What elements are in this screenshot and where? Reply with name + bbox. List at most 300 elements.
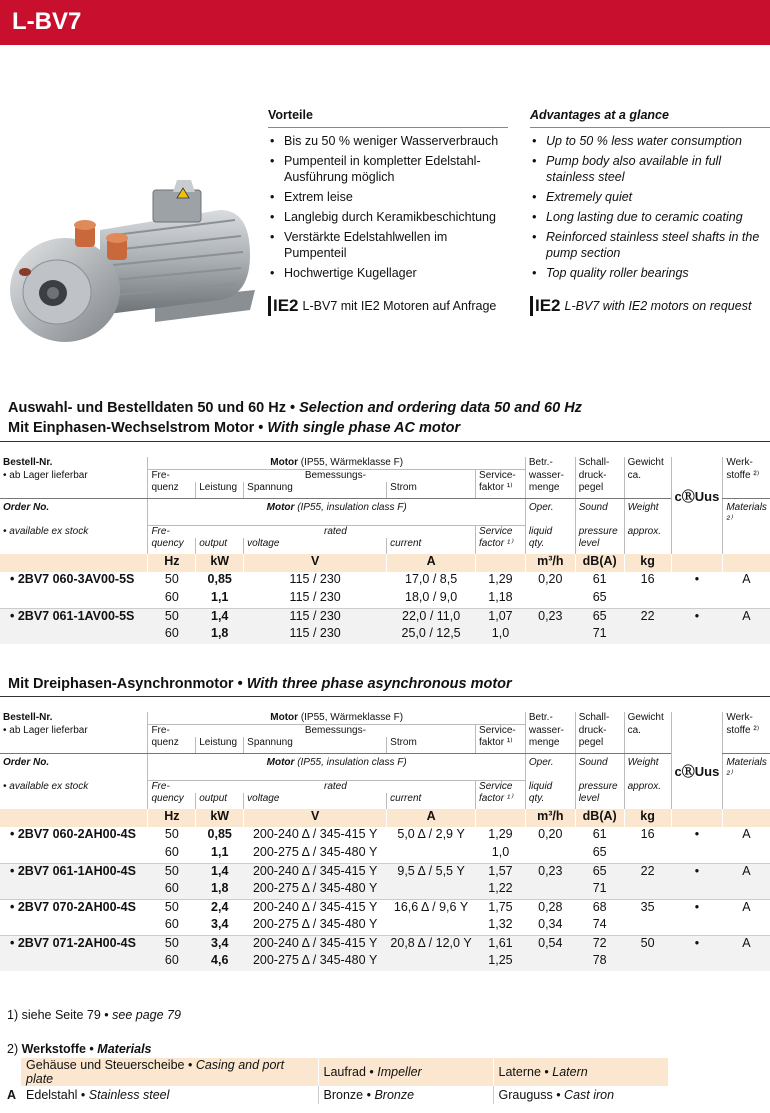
hdr-spacer [624, 538, 671, 554]
hdr-werk2: stoffe ²⁾ [723, 725, 770, 738]
hdr-schall1: Schall- [575, 457, 624, 470]
hdr-motor-en-rest: (IP55, insulation class F) [294, 756, 407, 768]
cell-liquid: 0,20 [538, 827, 563, 841]
model-number: • 2BV7 060-2AH00-4S [10, 827, 136, 841]
ul-header-cell [671, 712, 723, 809]
hdr-quenz: quenz [148, 482, 196, 498]
hdr-schall3: pegel [575, 737, 624, 753]
mat-row [0, 1086, 668, 1104]
hdr-oper2: liquid [525, 781, 575, 794]
unit-kw: kW [196, 809, 244, 827]
hdr-bemessungs: Bemessungs- [196, 725, 476, 738]
table-row [0, 899, 770, 917]
unit-hz: Hz [148, 809, 196, 827]
hdr-sound3: level [575, 793, 624, 809]
unit-v: V [244, 809, 387, 827]
advantage-en-item: • Pump body also available in full stainless steel [530, 153, 770, 185]
hdr-materials: Materials ²⁾ [723, 498, 770, 526]
hdr-rated: rated [196, 781, 476, 794]
mat-corner [0, 1058, 21, 1086]
table-row [0, 863, 770, 881]
mat-cell-de: Grauguss • [498, 1088, 565, 1102]
hdr-spacer [723, 737, 770, 753]
cell-weight: 16 [640, 572, 655, 586]
cell-weight: 35 [624, 899, 671, 935]
hdr-motor-de [148, 712, 525, 725]
ie2-text-de: L-BV7 mit IE2 Motoren auf Anfrage [302, 299, 497, 313]
cell-sound: 65 [592, 590, 607, 604]
unit-a: A [387, 554, 476, 572]
unit-v: V [244, 554, 387, 572]
cell-kw: 1,4 [196, 863, 244, 881]
cell-current: 9,5 Δ / 5,5 Y [387, 863, 476, 899]
hdr-oper2: liquid [525, 526, 575, 539]
hdr-motor-de-bold: Motor [270, 457, 299, 468]
model-number: • 2BV7 061-1AV00-5S [0, 608, 148, 644]
cell-hz: 50 [164, 827, 179, 841]
cell-voltage: 200-275 Δ / 345-480 Y [252, 845, 378, 859]
mat-header-de: Gehäuse und Steuerscheibe • [26, 1058, 196, 1072]
hdr-service-en2: factor ¹⁾ [476, 538, 526, 554]
cell-hz: 60 [164, 845, 179, 859]
cell-service-factor: 1,75 [476, 899, 526, 917]
unit-kw: kW [196, 554, 244, 572]
unit-a: A [387, 809, 476, 827]
cell-material: A [742, 827, 751, 841]
advantage-de-item: • Langlebig durch Keramikbeschichtung [268, 209, 508, 225]
hdr-werk2: stoffe ²⁾ [723, 470, 770, 483]
hdr-bestell-nr: Bestell-Nr. [3, 457, 53, 468]
cell-current: 20,8 Δ / 12,0 Y [387, 935, 476, 971]
hdr-weight2: approx. [624, 526, 671, 539]
cell-material: A [742, 572, 751, 586]
hdr-motor-de-bold: Motor [270, 712, 299, 723]
mat-cell-de: Bronze • [323, 1088, 375, 1102]
section2-title [8, 674, 512, 694]
cell-ul: • [671, 863, 723, 899]
cell-hz: 50 [164, 572, 179, 586]
mat-cell-en: Cast iron [564, 1088, 615, 1102]
cell-voltage: 200-240 Δ / 345-415 Y [252, 827, 378, 841]
footnote-1-en: see page 79 [112, 1008, 181, 1022]
hdr-spacer [0, 737, 148, 753]
hdr-available: • available ex stock [3, 780, 89, 792]
hdr-output: output [196, 538, 244, 554]
cell-ul: • [694, 827, 700, 841]
hdr-available: • available ex stock [3, 525, 89, 537]
hdr-strom: Strom [387, 482, 476, 498]
hdr-spacer [624, 482, 671, 498]
table-row [0, 572, 770, 590]
mat-header-latern [493, 1058, 668, 1086]
cell-material: A [723, 863, 770, 899]
mat-header-en: Impeller [377, 1065, 422, 1079]
hdr-schall2: druck- [575, 470, 624, 483]
hdr-spacer [0, 482, 148, 498]
unit-hz: Hz [148, 554, 196, 572]
cell-sound: 74 [592, 917, 607, 931]
hdr-spacer [723, 526, 770, 539]
ie2-badge: IE2 [268, 296, 299, 316]
hdr-motor-de-rest: (IP55, Wärmeklasse F) [298, 712, 404, 723]
hdr-service-en1: Service [476, 526, 526, 539]
hdr-voltage: voltage [244, 793, 387, 809]
ie2-note-en [530, 296, 751, 316]
cell-voltage: 200-240 Δ / 345-415 Y [244, 899, 387, 917]
mat-code: A [7, 1088, 17, 1102]
unit-blank [0, 554, 148, 572]
cell-service-factor: 1,29 [488, 827, 513, 841]
cell-liquid: 0,34 [538, 917, 563, 931]
ul-listing-mark: cⓇUus [674, 489, 720, 504]
hdr-sound1: Sound [575, 498, 624, 526]
mat-header-en: Casing and port plate [26, 1058, 285, 1086]
mat-cell-casing [21, 1086, 318, 1104]
cell-hz: 60 [148, 626, 196, 644]
materials-table [0, 1058, 668, 1104]
hdr-service-en2: factor ¹⁾ [476, 793, 526, 809]
hdr-spannung: Spannung [244, 482, 387, 498]
cell-sound: 78 [575, 953, 624, 971]
hdr-motor-de-rest: (IP55, Wärmeklasse F) [298, 457, 404, 468]
advantages-de [268, 107, 508, 285]
hdr-betr2: wasser- [525, 470, 575, 483]
hdr-spacer [723, 793, 770, 809]
hdr-betr2: wasser- [525, 725, 575, 738]
cell-sound: 65 [592, 845, 607, 859]
cell-kw: 1,4 [196, 608, 244, 626]
hdr-sound2: pressure [575, 781, 624, 794]
cell-current: 22,0 / 11,0 [387, 608, 476, 626]
hdr-leistung: Leistung [196, 737, 244, 753]
hdr-schall1: Schall- [575, 712, 624, 725]
cell-kw: 3,4 [196, 935, 244, 953]
footnote-2-en: Materials [97, 1042, 152, 1056]
hdr-betr3: menge [525, 737, 575, 753]
page-title: L-BV7 [12, 8, 82, 35]
hdr-betr1: Betr.- [525, 712, 575, 725]
footnote-1 [7, 1008, 181, 1022]
mat-header-en: Latern [552, 1065, 588, 1079]
unit-blank [723, 554, 770, 572]
ie2-badge: IE2 [530, 296, 561, 316]
hdr-spacer [723, 482, 770, 498]
cell-hz: 60 [148, 881, 196, 899]
cell-hz: 50 [148, 863, 196, 881]
advantage-en-item: • Top quality roller bearings [530, 265, 770, 281]
unit-kg: kg [624, 809, 671, 827]
hdr-oper3: qty. [525, 538, 575, 554]
hdr-oper1: Oper. [525, 753, 575, 781]
hdr-output: output [196, 793, 244, 809]
advantage-en-item: • Long lasting due to ceramic coating [530, 209, 770, 225]
section1-title [8, 398, 582, 438]
unit-blank [476, 809, 526, 827]
table-row [0, 608, 770, 626]
hdr-motor-de [148, 457, 525, 470]
mat-cell-impeller [318, 1086, 493, 1104]
mat-cell-latern [493, 1086, 668, 1104]
hdr-ab-lager: • ab Lager lieferbar [3, 724, 88, 736]
footnote-2 [7, 1042, 152, 1056]
cell-sound: 61 [592, 572, 607, 586]
model-number: • 2BV7 060-3AV00-5S [10, 572, 135, 586]
section2-title-en: With three phase asynchronous motor [246, 676, 512, 692]
pump-product-image [5, 150, 267, 365]
unit-blank [671, 554, 723, 572]
cell-service-factor: 1,18 [488, 590, 513, 604]
hdr-motor-en [148, 753, 525, 781]
cell-voltage: 115 / 230 [289, 590, 341, 604]
cell-kw: 2,4 [196, 899, 244, 917]
cell-kw: 1,1 [211, 845, 229, 859]
model-number: • 2BV7 070-2AH00-4S [0, 899, 148, 935]
model-number: • 2BV7 061-1AH00-4S [0, 863, 148, 899]
ie2-note-de [268, 296, 496, 316]
advantage-de-item: • Bis zu 50 % weniger Wasserverbrauch [268, 133, 508, 149]
title-banner [0, 0, 770, 45]
hdr-weight1: Weight [624, 498, 671, 526]
hdr-quency: quency [148, 793, 196, 809]
cell-voltage: 115 / 230 [244, 626, 387, 644]
cell-weight: 16 [640, 827, 655, 841]
hdr-current: current [387, 793, 476, 809]
cell-voltage: 200-275 Δ / 345-480 Y [244, 953, 387, 971]
hdr-strom: Strom [387, 737, 476, 753]
hdr-service-de2: faktor ¹⁾ [476, 737, 526, 753]
hdr-sound2: pressure [575, 526, 624, 539]
hdr-oper1: Oper. [525, 498, 575, 526]
section1-rule [0, 441, 770, 442]
cell-sound: 61 [592, 827, 607, 841]
cell-ul: • [671, 899, 723, 935]
unit-blank [0, 809, 148, 827]
mat-cell-en: Bronze [374, 1088, 415, 1102]
advantage-en-item: • Reinforced stainless steel shafts in the pump section [530, 229, 770, 261]
hdr-gewicht2: ca. [624, 470, 671, 483]
cell-ul: • [671, 608, 723, 644]
cell-voltage: 115 / 230 [289, 572, 341, 586]
cell-current: 16,6 Δ / 9,6 Y [387, 899, 476, 935]
hdr-bestell-nr: Bestell-Nr. [3, 712, 53, 723]
mat-header-de: Laufrad • [323, 1065, 378, 1079]
hdr-gewicht1: Gewicht [624, 712, 671, 725]
cell-kw: 3,4 [211, 917, 229, 931]
cell-material: A [723, 608, 770, 644]
hdr-fre-en: Fre- [148, 526, 196, 539]
hdr-materials: Materials ²⁾ [723, 753, 770, 781]
advantage-de-item: • Verstärkte Edelstahlwellen im Pumpenteil [268, 229, 508, 261]
ul-header-cell [671, 457, 723, 554]
hdr-service-de1: Service- [476, 470, 526, 483]
hdr-weight2: approx. [624, 781, 671, 794]
cell-service-factor: 1,25 [476, 953, 526, 971]
cell-liquid: 0,54 [525, 935, 575, 971]
unit-dba: dB(A) [575, 809, 624, 827]
hdr-fre: Fre- [148, 470, 196, 483]
advantages-en-heading: Advantages at a glance [530, 107, 770, 128]
hdr-quenz: quenz [148, 737, 196, 753]
cell-service-factor: 1,29 [488, 572, 513, 586]
hdr-service-en1: Service [476, 781, 526, 794]
hdr-order-no: Order No. [3, 501, 50, 513]
cell-ul: • [694, 572, 700, 586]
cell-service-factor: 1,32 [488, 917, 513, 931]
cell-liquid: 0,23 [525, 608, 575, 644]
hdr-fre: Fre- [148, 725, 196, 738]
cell-weight: 50 [624, 935, 671, 971]
hdr-betr1: Betr.- [525, 457, 575, 470]
unit-kg: kg [624, 554, 671, 572]
hdr-betr3: menge [525, 482, 575, 498]
cell-material: A [723, 935, 770, 971]
cell-kw: 1,8 [196, 626, 244, 644]
hdr-gewicht1: Gewicht [624, 457, 671, 470]
hdr-spacer [723, 781, 770, 794]
cell-kw: 1,8 [196, 881, 244, 899]
hdr-sound3: level [575, 538, 624, 554]
cell-hz: 60 [148, 953, 196, 971]
cell-sound: 65 [575, 863, 624, 881]
section1-title-line2-de: Mit Einphasen-Wechselstrom Motor • [8, 420, 268, 436]
hdr-motor-en-bold: Motor [266, 756, 295, 768]
cell-sound: 71 [575, 881, 624, 899]
cell-service-factor: 1,07 [476, 608, 526, 626]
hdr-voltage: voltage [244, 538, 387, 554]
cell-liquid: 0,23 [525, 863, 575, 899]
hdr-schall3: pegel [575, 482, 624, 498]
unit-m3h: m³/h [525, 809, 575, 827]
advantage-en-item: • Extremely quiet [530, 189, 770, 205]
section1-title-line1-en: Selection and ordering data 50 and 60 Hz [299, 400, 582, 416]
mat-header-de: Laterne • [498, 1065, 553, 1079]
unit-blank [671, 809, 723, 827]
ie2-text-en: L-BV7 with IE2 motors on request [564, 299, 752, 313]
spec-table-three-phase [0, 712, 770, 971]
unit-blank [723, 809, 770, 827]
section2-rule [0, 696, 770, 697]
cell-service-factor: 1,0 [476, 626, 526, 644]
cell-liquid: 0,28 [525, 899, 575, 917]
cell-weight: 22 [624, 863, 671, 899]
cell-kw: 0,85 [207, 572, 232, 586]
hdr-spacer [0, 538, 148, 554]
unit-blank [476, 554, 526, 572]
hdr-bemessungs: Bemessungs- [196, 470, 476, 483]
advantage-en-item: • Up to 50 % less water consumption [530, 133, 770, 149]
cell-hz: 50 [148, 608, 196, 626]
hdr-quency: quency [148, 538, 196, 554]
cell-kw: 1,1 [211, 590, 229, 604]
unit-dba: dB(A) [575, 554, 624, 572]
cell-current: 5,0 Δ / 2,9 Y [397, 827, 465, 841]
hdr-service-de1: Service- [476, 725, 526, 738]
cell-hz: 60 [164, 590, 179, 604]
hdr-motor-en-bold: Motor [266, 501, 295, 513]
advantages-de-heading: Vorteile [268, 107, 508, 128]
hdr-service-de2: faktor ¹⁾ [476, 482, 526, 498]
footnote-1-de: 1) siehe Seite 79 • [7, 1008, 113, 1022]
cell-service-factor: 1,22 [476, 881, 526, 899]
hdr-werk1: Werk- [723, 457, 770, 470]
hdr-leistung: Leistung [196, 482, 244, 498]
hdr-werk1: Werk- [723, 712, 770, 725]
cell-kw: 4,6 [196, 953, 244, 971]
cell-weight: 22 [624, 608, 671, 644]
cell-hz: 60 [164, 917, 179, 931]
hdr-fre-en: Fre- [148, 781, 196, 794]
hdr-motor-en [148, 498, 525, 526]
cell-material: A [723, 899, 770, 935]
spec-table-single-phase [0, 457, 770, 644]
mat-cell-de: Edelstahl • [26, 1088, 89, 1102]
cell-hz: 50 [148, 899, 196, 917]
hdr-spacer [624, 793, 671, 809]
hdr-current: current [387, 538, 476, 554]
cell-ul: • [671, 935, 723, 971]
footnote-2-num: 2) [7, 1042, 22, 1056]
hdr-order-no: Order No. [3, 756, 50, 768]
hdr-spacer [0, 793, 148, 809]
cell-service-factor: 1,57 [476, 863, 526, 881]
cell-sound: 71 [575, 626, 624, 644]
table-row [0, 935, 770, 953]
cell-voltage: 200-275 Δ / 345-480 Y [244, 881, 387, 899]
advantage-de-item: • Extrem leise [268, 189, 508, 205]
mat-cell-en: Stainless steel [88, 1088, 170, 1102]
hdr-weight1: Weight [624, 753, 671, 781]
cell-voltage: 200-275 Δ / 345-480 Y [252, 917, 378, 931]
unit-m3h: m³/h [525, 554, 575, 572]
cell-current: 25,0 / 12,5 [387, 626, 476, 644]
cell-voltage: 200-240 Δ / 345-415 Y [244, 935, 387, 953]
hdr-spacer [723, 538, 770, 554]
mat-header-impeller [318, 1058, 493, 1086]
cell-voltage: 200-240 Δ / 345-415 Y [244, 863, 387, 881]
cell-sound: 72 [575, 935, 624, 953]
hdr-motor-en-rest: (IP55, insulation class F) [294, 501, 407, 513]
cell-kw: 0,85 [207, 827, 232, 841]
cell-current: 18,0 / 9,0 [405, 590, 458, 604]
hdr-spacer [624, 737, 671, 753]
cell-sound: 68 [575, 899, 624, 917]
ul-listing-mark: cⓇUus [674, 764, 720, 779]
section1-title-line1-de: Auswahl- und Bestelldaten 50 und 60 Hz • [8, 400, 300, 416]
section2-title-de: Mit Dreiphasen-Asynchronmotor • [8, 676, 247, 692]
advantages-en [530, 107, 770, 285]
hdr-gewicht2: ca. [624, 725, 671, 738]
cell-hz: 50 [148, 935, 196, 953]
advantage-de-item: • Pumpenteil in kompletter Edelstahl-Ausführung möglich [268, 153, 508, 185]
hdr-rated: rated [196, 526, 476, 539]
model-number: • 2BV7 071-2AH00-4S [0, 935, 148, 971]
cell-service-factor: 1,61 [476, 935, 526, 953]
cell-service-factor: 1,0 [491, 845, 510, 859]
hdr-sound1: Sound [575, 753, 624, 781]
section1-title-line2-en: With single phase AC motor [267, 420, 461, 436]
cell-current: 17,0 / 8,5 [405, 572, 458, 586]
cell-voltage: 115 / 230 [244, 608, 387, 626]
hdr-oper3: qty. [525, 793, 575, 809]
cell-liquid: 0,20 [538, 572, 563, 586]
cell-sound: 65 [575, 608, 624, 626]
hdr-schall2: druck- [575, 725, 624, 738]
table-row [0, 827, 770, 845]
footnote-2-de: Werkstoffe • [21, 1042, 98, 1056]
mat-header-casing [21, 1058, 318, 1086]
hdr-spannung: Spannung [244, 737, 387, 753]
advantage-de-item: • Hochwertige Kugellager [268, 265, 508, 281]
